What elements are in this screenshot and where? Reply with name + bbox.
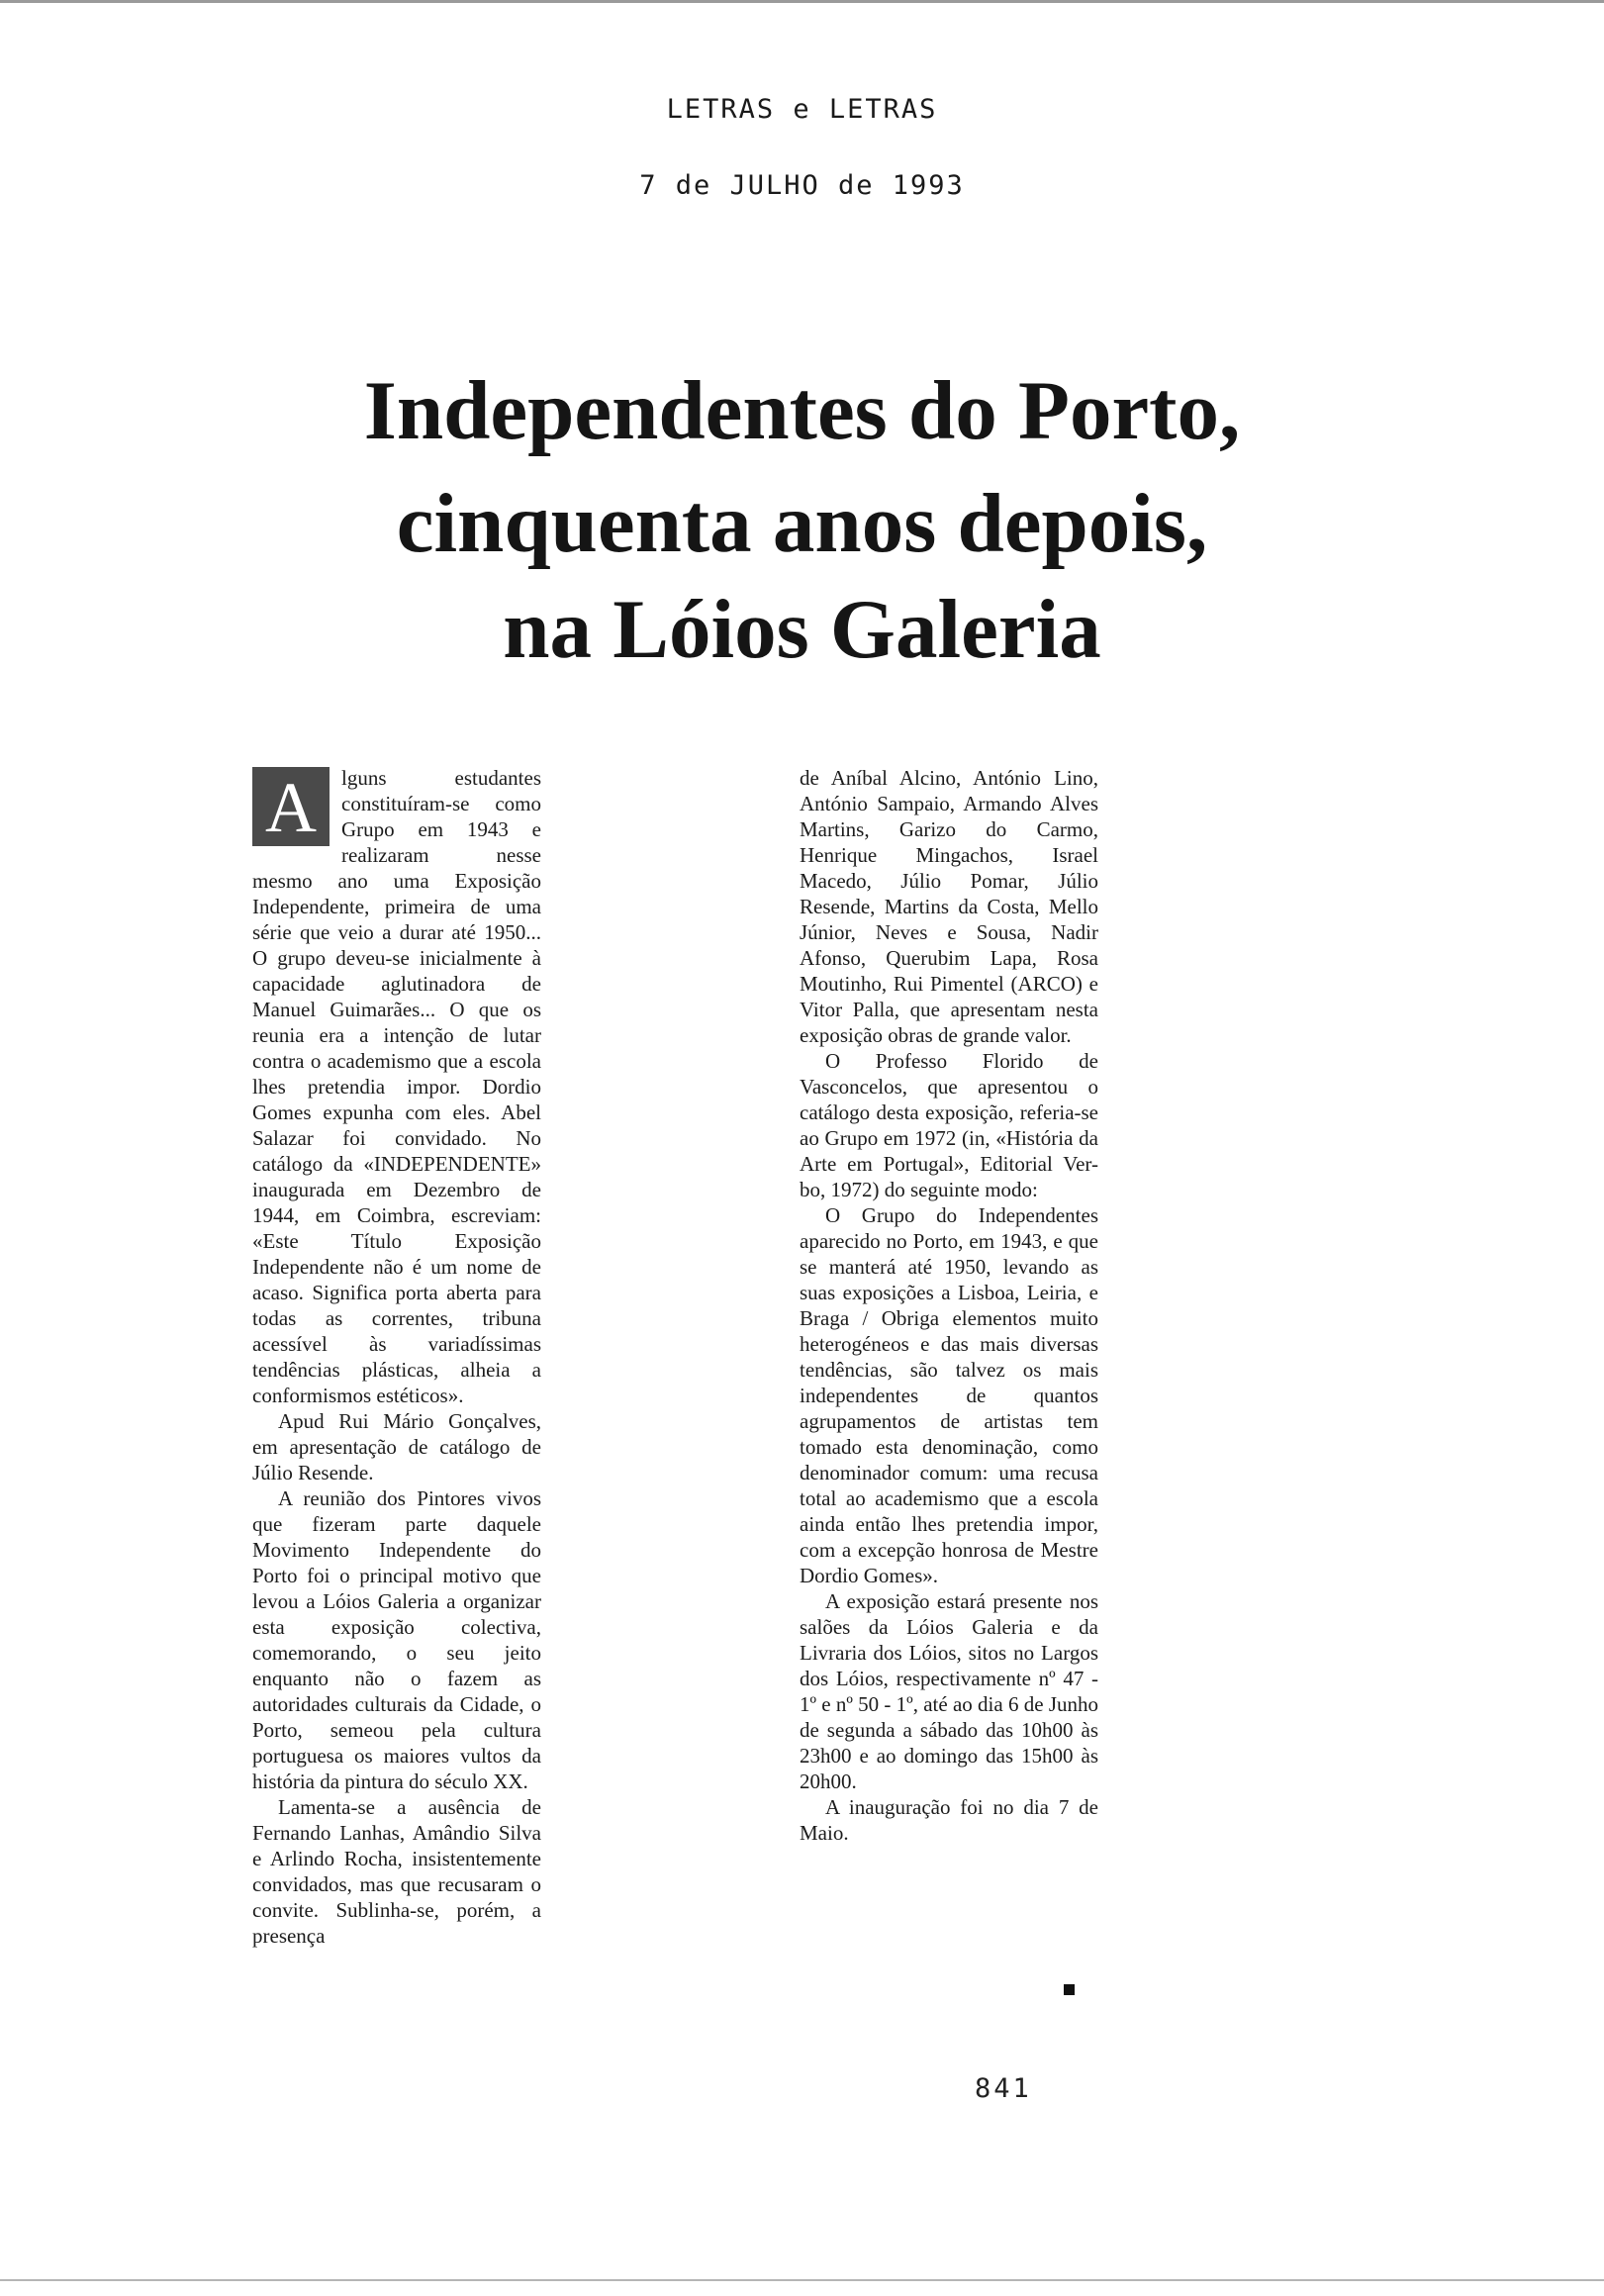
- bottom-rule: [0, 2279, 1604, 2281]
- headline-line-2: cinquenta anos depois,: [396, 477, 1208, 570]
- article-paragraph: Apud Rui Mário Gonçalves, em apresentação de catálogo de Júlio Resende.: [252, 1409, 541, 1484]
- paragraph-text: lguns estudantes constituíram-se como Grupo em 1943 e realizaram nesse mesmo ano uma Exposição Independente, primeira de uma série que veio a durar até 1950... O grupo deveu-se inicialmente à capacidade aglutinadora de Manuel Guimarães... O que os reunia era a intenção de lutar contra o academismo que a escola lhes pretendia impor. Dordio Gomes expunha com eles. Abel Salazar foi convidado. No catálogo da «INDEPENDENTE» inaugurada em Dezembro de 1944, em Coimbra, escreviam: «Este Título Exposição Independente não é um nome de acaso. Significa porta aberta para todas as correntes, tribuna acessível às variadíssimas tendências plásticas, alheia a conformismos estéticos».: [252, 766, 541, 1407]
- article-paragraph: A exposição estará presente nos salões da Lóios Galeria e da Livraria dos Lóios, sitos no Largos dos Lóios, respectivamente nº 47 - 1º e nº 50 - 1º, até ao dia 6 de Junho de segunda a sábado das 10h00 às 23h00 e ao domingo das 15h00 às 20h00.: [800, 1589, 1098, 1793]
- article-paragraph: A reunião dos Pintores vivos que fizeram parte daquele Movimento Independente do Porto foi o principal motivo que levou a Lóios Galeria a organizar esta exposição colectiva, comemorando, o seu jeito enquanto não o fazem as autoridades culturais da Cidade, o Porto, semeou pela cultura portuguesa os maiores vultos da história da pintura do século XX.: [252, 1486, 541, 1793]
- article-paragraph: A inauguração foi no dia 7 de Maio.: [800, 1795, 1098, 1845]
- article-paragraph: de Aníbal Alcino, António Lino, António Sampaio, Armando Alves Martins, Garizo do Carmo, Henrique Mingachos, Israel Macedo, Júlio Pomar, Júlio Resende, Martins da Costa, Mello Júnior, Neves e Sousa, Nadir Afonso, Querubim Lapa, Rosa Moutinho, Rui Pimentel (ARCO) e Vitor Palla, que apresentam nesta exposição obras de grande valor.: [800, 766, 1098, 1047]
- drop-cap: A: [252, 767, 330, 846]
- article-quote: O Grupo do Independentes aparecido no Porto, em 1943, e que se manterá até 1950, levando as suas exposições a Lisboa, Leiria, e Braga / Obriga elementos muito heterogéneos e das mais diversas tendências, são talvez os mais independentes de quantos agrupamentos de artistas tem tomado esta denominação, como denominador comum: uma recusa total ao academismo que a escola ainda então lhes pretendia impor, com a excepção honrosa de Mestre Dordio Gomes».: [800, 1203, 1098, 1587]
- article-paragraph: [252, 765, 541, 1408]
- article-paragraph: O Professo Florido de Vasconcelos, que apresentou o catálogo desta exposição, referia-se ao Grupo em 1972 (in, «História da Arte em Portugal», Editorial Ver-bo, 1972) do seguinte modo:: [800, 1049, 1098, 1201]
- article-paragraph: Lamenta-se a ausência de Fernando Lanhas, Amândio Silva e Arlindo Rocha, insistentemente convidados, mas que recusaram o convite. Sublinha-se, porém, a presença: [252, 1795, 541, 1948]
- article-column-left: [252, 765, 541, 1949]
- headline-line-1: Independentes do Porto,: [363, 364, 1241, 457]
- publication-title: LETRAS e LETRAS: [666, 94, 938, 125]
- end-of-article-mark: [1064, 1984, 1075, 1995]
- publication-date: 7 de JULHO de 1993: [639, 170, 965, 201]
- top-rule: [0, 0, 1604, 3]
- page-number: 841: [975, 2073, 1032, 2104]
- article-column-right: [800, 765, 1098, 1846]
- headline-line-3: na Lóios Galeria: [503, 583, 1101, 676]
